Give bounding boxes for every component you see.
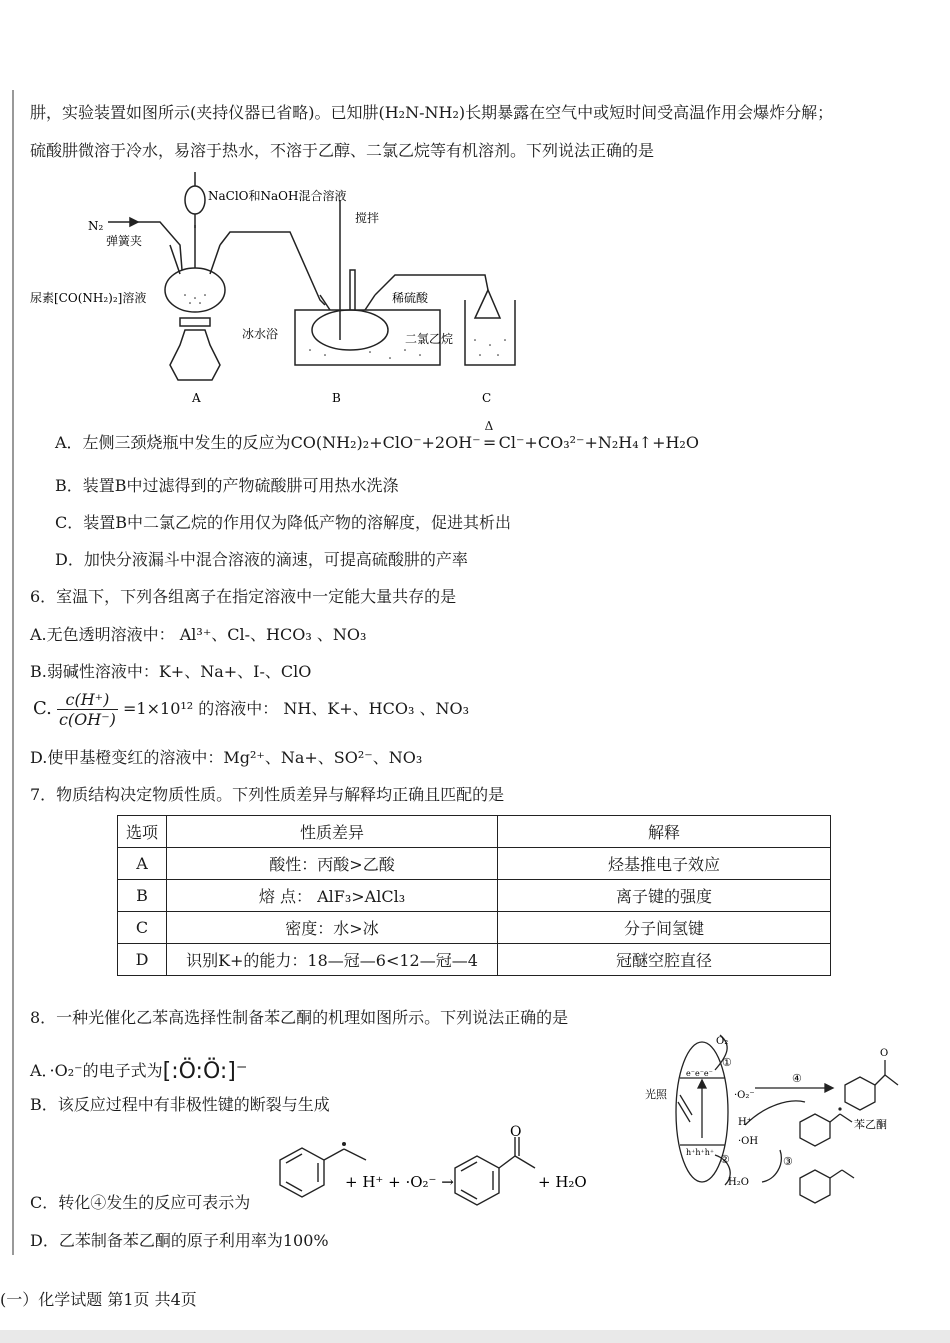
table-row bbox=[118, 912, 831, 944]
label-b: B bbox=[332, 391, 341, 405]
mech-product: 苯乙酮 bbox=[854, 1118, 887, 1131]
q6-c-fraction bbox=[57, 690, 118, 729]
label-a: A bbox=[192, 391, 201, 405]
header-option: 选项 bbox=[118, 816, 167, 848]
q8-option-c-prefix: C．转化④发生的反应可表示为 bbox=[30, 1193, 251, 1212]
q5-a-arrow: Δ = bbox=[482, 419, 497, 452]
row-d-option: D bbox=[118, 944, 167, 976]
row-b-option: B bbox=[118, 880, 167, 912]
row-b-explanation: 离子键的强度 bbox=[498, 880, 831, 912]
q6-c-numerator: c(H⁺) bbox=[57, 690, 118, 710]
row-a-option: A bbox=[118, 848, 167, 880]
q5-option-c: C．装置B中二氯乙烷的作用仅为降低产物的溶解度，促进其析出 bbox=[55, 513, 512, 532]
q8-option-d: D．乙苯制备苯乙酮的原子利用率为100% bbox=[30, 1231, 329, 1250]
table-row bbox=[118, 944, 831, 976]
q8-c-end: + H₂O bbox=[538, 1173, 587, 1191]
q6-option-d: D.使甲基橙变红的溶液中：Mg²⁺、Na+、SO²⁻、NO₃ bbox=[30, 748, 423, 767]
q8-c-oxygen: O bbox=[510, 1125, 522, 1140]
row-a-property: 酸性：丙酸>乙酸 bbox=[167, 848, 498, 880]
table-row bbox=[118, 880, 831, 912]
mech-holes: h⁺h⁺h⁺ bbox=[686, 1148, 715, 1157]
page-footer: (一）化学试题 第1页 共4页 bbox=[0, 1290, 197, 1309]
q5-a-delta: Δ bbox=[484, 419, 494, 433]
n2-label: N₂ bbox=[88, 219, 104, 233]
margin-line bbox=[12, 90, 14, 1255]
header-explanation: 解释 bbox=[498, 816, 831, 848]
q5-a-reactants: CO(NH₂)₂+ClO⁻+2OH⁻ bbox=[290, 433, 481, 452]
icebath-label: 冰水浴 bbox=[242, 327, 279, 341]
q6-option-b: B.弱碱性溶液中：K+、Na+、I-、ClO bbox=[30, 662, 312, 681]
mech-step3: ③ bbox=[783, 1155, 793, 1168]
stir-label: 搅拌 bbox=[355, 211, 380, 225]
clamp-label: 弹簧夹 bbox=[106, 234, 143, 248]
q5-a-prefix: A．左侧三颈烧瓶中发生的反应为 bbox=[55, 433, 291, 452]
q8-stem: 8．一种光催化乙苯高选择性制备苯乙酮的机理如图所示。下列说法正确的是 bbox=[30, 1008, 569, 1027]
q8-c-equation bbox=[250, 1125, 600, 1215]
mech-step1: ① bbox=[722, 1056, 732, 1069]
apparatus-diagram bbox=[20, 170, 580, 420]
label-c: C bbox=[482, 391, 492, 405]
mech-superoxide: ·O₂⁻ bbox=[734, 1090, 755, 1101]
q6-option-a: A.无色透明溶液中： Al³⁺、Cl-、HCO₃ 、NO₃ bbox=[30, 625, 367, 644]
q7-stem: 7．物质结构决定物质性质。下列性质差异与解释均正确且匹配的是 bbox=[30, 785, 505, 804]
row-d-property: 识别K+的能力：18—冠—6<12—冠—4 bbox=[167, 944, 498, 976]
q8-a-prefix: A．·O₂⁻的电子式为 bbox=[30, 1061, 163, 1080]
superoxide-electron-formula: [:Ö:Ö:]⁻ bbox=[162, 1059, 248, 1084]
header-property: 性质差异 bbox=[167, 816, 498, 848]
row-b-property: 熔 点： AlF₃>AlCl₃ bbox=[167, 880, 498, 912]
mech-hydroxyl: ·OH bbox=[738, 1136, 759, 1147]
q5-option-d: D．加快分液漏斗中混合溶液的滴速，可提高硫酸肼的产率 bbox=[55, 550, 468, 569]
intro-line-2: 硫酸肼微溶于冷水，易溶于热水，不溶于乙醇、二氯乙烷等有机溶剂。下列说法正确的是 bbox=[30, 141, 655, 160]
table-row bbox=[118, 848, 831, 880]
properties-table bbox=[117, 815, 831, 976]
q8-c-middle: + H⁺ + ·O₂⁻ → bbox=[345, 1173, 454, 1191]
q6-c-rest: =1×10¹² 的溶液中： NH、K+、HCO₃ 、NO₃ bbox=[123, 699, 470, 718]
mech-oxygen: O bbox=[880, 1048, 889, 1059]
q6-option-c bbox=[33, 690, 469, 729]
q5-option-b: B．装置B中过滤得到的产物硫酸肼可用热水洗涤 bbox=[55, 476, 399, 495]
mech-step4: ④ bbox=[792, 1072, 802, 1085]
mechanism-diagram bbox=[640, 1030, 910, 1215]
q5-a-products: Cl⁻+CO₃²⁻+N₂H₄↑+H₂O bbox=[498, 433, 699, 452]
intro-line-1: 肼，实验装置如图所示(夹持仪器已省略)。已知肼(H₂N-NH₂)长期暴露在空气中或短时间受高温作用会爆炸分解； bbox=[30, 103, 834, 122]
row-d-explanation: 冠醚空腔直径 bbox=[498, 944, 831, 976]
q6-c-prefix: C. bbox=[33, 698, 52, 719]
row-c-option: C bbox=[118, 912, 167, 944]
mech-light: 光照 bbox=[645, 1088, 667, 1101]
q5-option-a bbox=[55, 419, 699, 453]
mech-proton: H⁺ bbox=[738, 1117, 752, 1128]
row-a-explanation: 烃基推电子效应 bbox=[498, 848, 831, 880]
q6-stem: 6．室温下，下列各组离子在指定溶液中一定能大量共存的是 bbox=[30, 587, 457, 606]
acid-label: 稀硫酸 bbox=[392, 291, 429, 305]
q8-option-b: B．该反应过程中有非极性键的断裂与生成 bbox=[30, 1095, 330, 1114]
row-c-property: 密度：水>冰 bbox=[167, 912, 498, 944]
table-header-row bbox=[118, 816, 831, 848]
bottom-bar bbox=[0, 1330, 950, 1343]
mech-water: H₂O bbox=[728, 1177, 749, 1188]
mech-electrons: e⁻e⁻e⁻ bbox=[686, 1069, 713, 1078]
row-c-explanation: 分子间氢键 bbox=[498, 912, 831, 944]
q8-option-a bbox=[30, 1058, 248, 1084]
mech-o2: O₂ bbox=[716, 1036, 729, 1047]
mixed-solution-label: NaClO和NaOH混合溶液 bbox=[208, 189, 347, 203]
q6-c-denominator: c(OH⁻) bbox=[58, 710, 116, 729]
dce-label: 二氯乙烷 bbox=[405, 332, 454, 346]
mech-step2: ② bbox=[720, 1153, 730, 1166]
urea-label: 尿素[CO(NH₂)₂]溶液 bbox=[30, 291, 147, 305]
